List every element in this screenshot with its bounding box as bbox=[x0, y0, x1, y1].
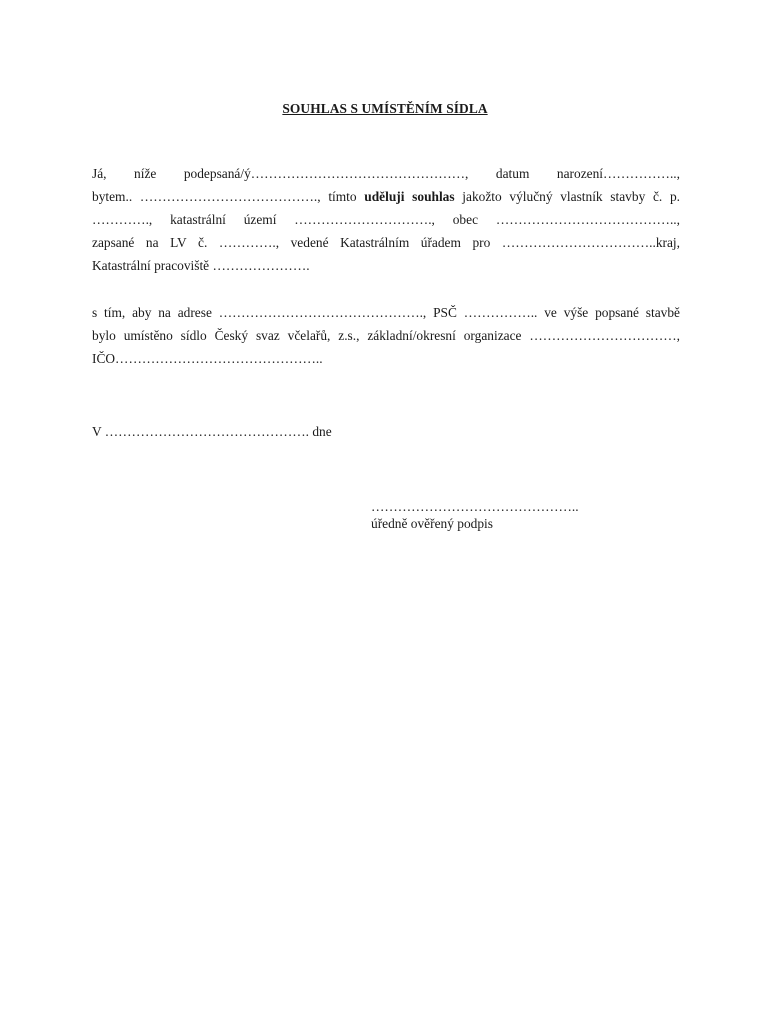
paragraph-1-line-1: Já, níže podepsaná/ý…………………………………………, datum narození…………….., bbox=[92, 166, 680, 181]
paragraph-2-line-3: IČO……………………………………….. bbox=[92, 351, 323, 366]
paragraph-1-line-4: zapsané na LV č. …………., vedené Katastrálním úřadem pro ……………………………..kraj, bbox=[92, 235, 680, 250]
consent-bold-text: uděluji souhlas bbox=[364, 189, 455, 204]
document-title: SOUHLAS S UMÍSTĚNÍM SÍDLA bbox=[282, 101, 488, 116]
paragraph-1-line-5: Katastrální pracoviště …………………. bbox=[92, 258, 310, 273]
signature-label: úředně ověřený podpis bbox=[371, 516, 493, 531]
paragraph-2-line-1: s tím, aby na adrese ………………………………………., PSČ …………….. ve výše popsané stavbě bbox=[92, 305, 680, 320]
paragraph-1-line-2 bbox=[92, 187, 680, 207]
paragraph-1-line-3: …………., katastrální území …………………………., obec ………………………………….., bbox=[92, 212, 680, 227]
place-date-line: V ………………………………………. dne bbox=[92, 424, 332, 439]
paragraph-1-line-2-start: bytem.. …………………………………., tímto bbox=[92, 189, 365, 204]
paragraph-2-line-2: bylo umístěno sídlo Český svaz včelařů, z.s., základní/okresní organizace ……………………………, bbox=[92, 328, 680, 343]
paragraph-1-line-2-end: jakožto výlučný vlastník stavby č. p. bbox=[454, 189, 680, 204]
signature-dots: ……………………………………….. bbox=[371, 499, 579, 514]
